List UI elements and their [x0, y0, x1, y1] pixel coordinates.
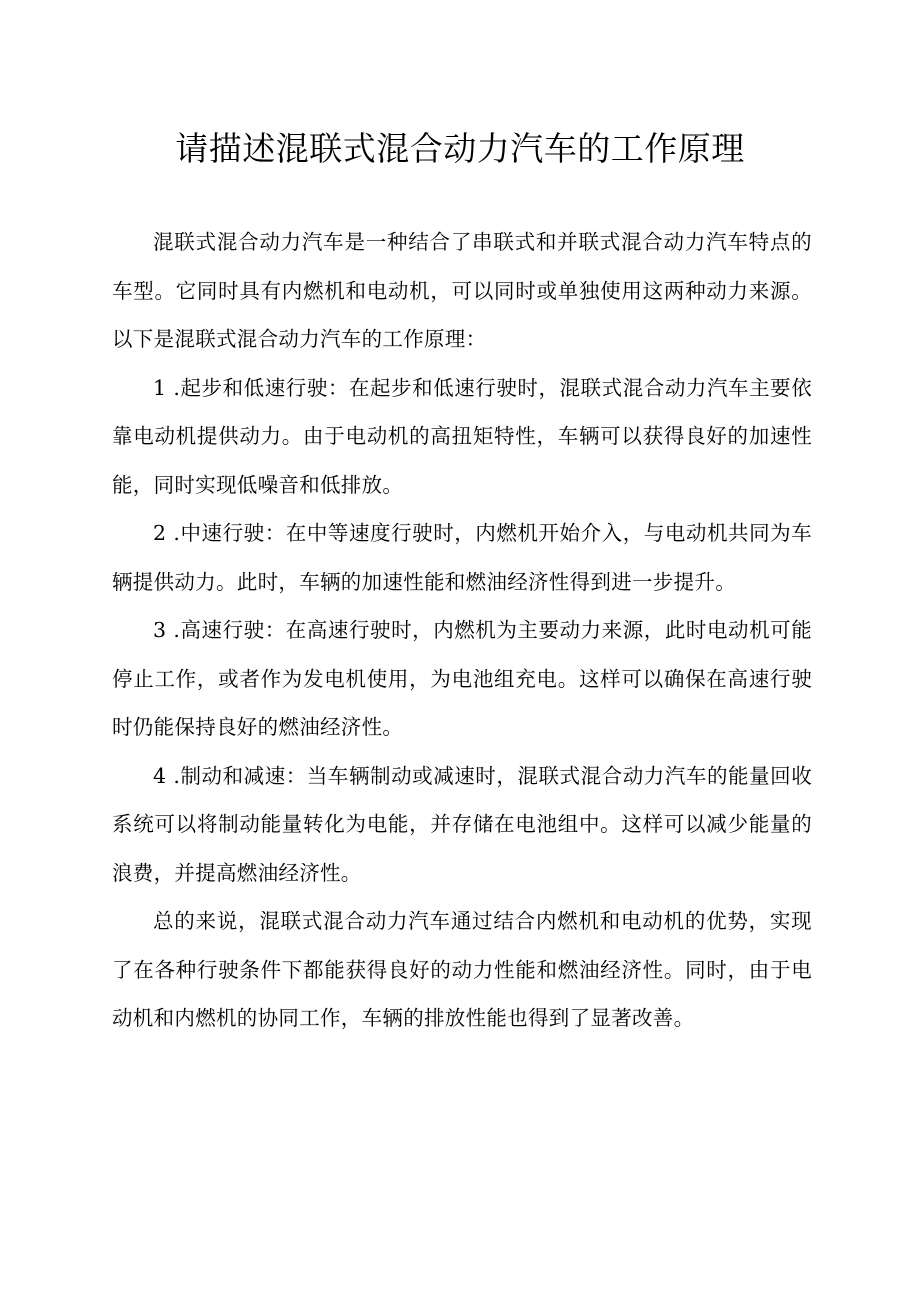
- document-body: [112, 218, 812, 1043]
- paragraph-intro: 混联式混合动力汽车是一种结合了串联式和并联式混合动力汽车特点的车型。它同时具有内燃机和电动机，可以同时或单独使用这两种动力来源。以下是混联式混合动力汽车的工作原理：: [112, 230, 812, 351]
- paragraph-item-3: 3 .高速行驶：在高速行驶时，内燃机为主要动力来源，此时电动机可能停止工作，或者作为发电机使用，为电池组充电。这样可以确保在高速行驶时仍能保持良好的燃油经济性。: [112, 618, 812, 739]
- paragraph-summary: 总的来说，混联式混合动力汽车通过结合内燃机和电动机的优势，实现了在各种行驶条件下都能获得良好的动力性能和燃油经济性。同时，由于电动机和内燃机的协同工作，车辆的排放性能也得到了显著改善。: [112, 909, 812, 1030]
- paragraph-item-4: 4 .制动和减速：当车辆制动或减速时，混联式混合动力汽车的能量回收系统可以将制动能量转化为电能，并存储在电池组中。这样可以减少能量的浪费，并提高燃油经济性。: [112, 763, 812, 885]
- document-title: 请描述混联式混合动力汽车的工作原理: [175, 129, 745, 168]
- paragraph-item-2: 2 .中速行驶：在中等速度行驶时，内燃机开始介入，与电动机共同为车辆提供动力。此时，车辆的加速性能和燃油经济性得到进一步提升。: [112, 521, 812, 594]
- paragraph-item-1: 1 .起步和低速行驶：在起步和低速行驶时，混联式混合动力汽车主要依靠电动机提供动力。由于电动机的高扭矩特性，车辆可以获得良好的加速性能，同时实现低噪音和低排放。: [112, 375, 812, 497]
